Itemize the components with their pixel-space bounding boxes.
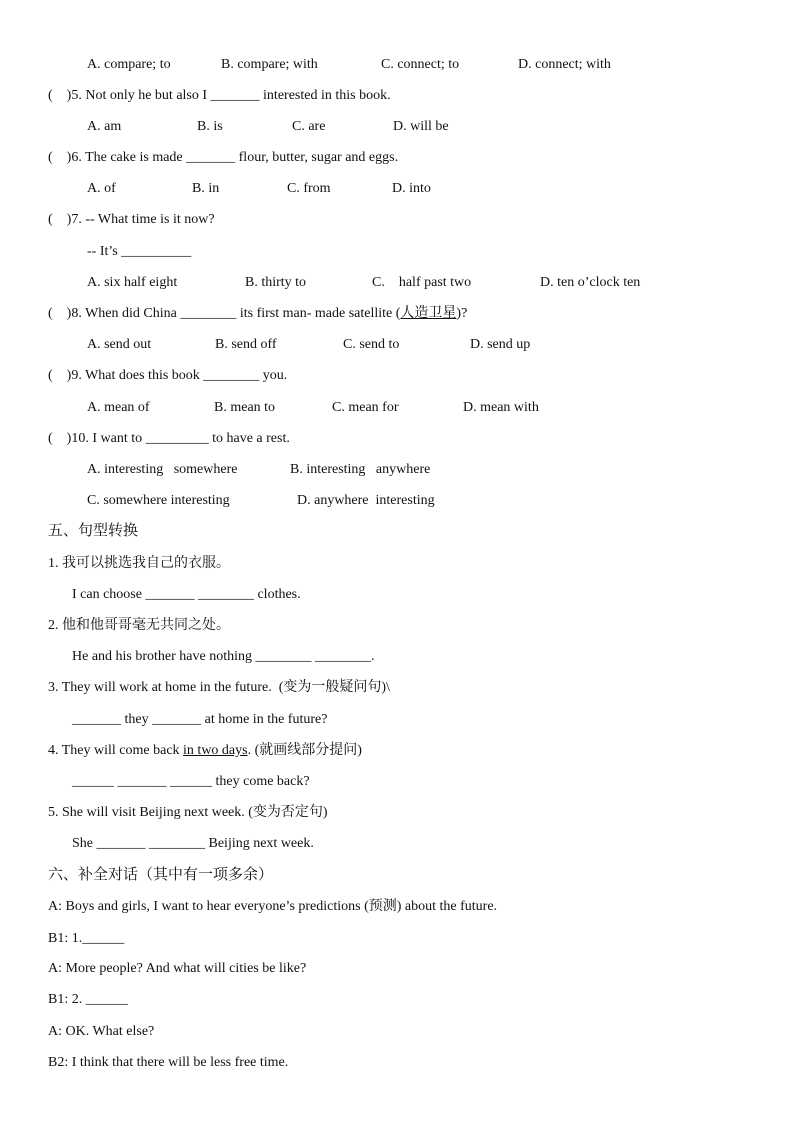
q6-number: ( )6. xyxy=(48,150,82,165)
q8-question xyxy=(48,305,467,323)
sec5-item-4-post: . (就画线部分提问) xyxy=(247,743,362,758)
q5-option-d: D. will be xyxy=(393,119,449,134)
sec5-item-4-underlined: in two days xyxy=(183,743,248,758)
q8-text-pre: When did China ________ its first man- made satellite ( xyxy=(85,306,401,321)
q10-question xyxy=(48,430,290,448)
q7-question xyxy=(48,211,215,229)
q6-option-b: B. in xyxy=(192,181,220,196)
q8-option-d: D. send up xyxy=(470,337,531,352)
section-5-title: 五、句型转换 xyxy=(48,523,139,539)
dialogue-line-6: B2: I think that there will be less free time. xyxy=(48,1055,289,1070)
sec5-item-4-prompt xyxy=(48,742,362,760)
q5-option-b: B. is xyxy=(197,119,223,134)
sec5-item-1-english: I can choose _______ ________ clothes. xyxy=(72,587,301,602)
q4-option-d: D. connect; with xyxy=(518,57,611,72)
q7-option-b: B. thirty to xyxy=(245,275,307,290)
q9-text: What does this book ________ you. xyxy=(85,368,288,383)
q4-option-a: A. compare; to xyxy=(87,57,171,72)
q9-question xyxy=(48,367,287,385)
q6-text: The cake is made _______ flour, butter, sugar and eggs. xyxy=(85,150,399,165)
q7-answer-line: -- It’s __________ xyxy=(87,244,192,259)
q8-text-underlined: 人造卫星 xyxy=(400,306,457,321)
q6-question xyxy=(48,149,398,167)
q7-text: -- What time is it now? xyxy=(85,212,215,227)
q9-option-d: D. mean with xyxy=(463,400,539,415)
q5-question xyxy=(48,87,391,105)
sec5-item-4-english: ______ _______ ______ they come back? xyxy=(72,774,310,789)
q4-option-c: C. connect; to xyxy=(381,57,460,72)
q10-option-b: B. interesting anywhere xyxy=(290,462,431,477)
q7-option-c: C. half past two xyxy=(372,275,472,290)
q9-number: ( )9. xyxy=(48,368,82,383)
q5-number: ( )5. xyxy=(48,88,82,103)
dialogue-line-4: B1: 2. ______ xyxy=(48,992,128,1007)
q5-option-a: A. am xyxy=(87,119,122,134)
q8-option-c: C. send to xyxy=(343,337,400,352)
q6-option-c: C. from xyxy=(287,181,331,196)
sec5-item-2-english: He and his brother have nothing ________ ________. xyxy=(72,649,375,664)
sec5-item-5-english: She _______ ________ Beijing next week. xyxy=(72,836,314,851)
sec5-item-3-english: _______ they _______ at home in the future? xyxy=(72,712,328,727)
q9-option-b: B. mean to xyxy=(214,400,276,415)
q6-option-d: D. into xyxy=(392,181,431,196)
section-6-title: 六、补全对话（其中有一项多余） xyxy=(48,867,274,883)
q5-text: Not only he but also I _______ interested in this book. xyxy=(85,88,391,103)
dialogue-line-1: A: Boys and girls, I want to hear everyone’s predictions (预测) about the future. xyxy=(48,899,498,914)
q4-option-b: B. compare; with xyxy=(221,57,318,72)
q7-option-d: D. ten o’clock ten xyxy=(540,275,641,290)
q10-option-d: D. anywhere interesting xyxy=(297,493,435,508)
sec5-item-2-chinese: 2. 他和他哥哥毫无共同之处。 xyxy=(48,618,230,633)
sec5-item-4-pre: 4. They will come back xyxy=(48,743,184,758)
q8-number: ( )8. xyxy=(48,306,82,321)
q7-option-a: A. six half eight xyxy=(87,275,178,290)
sec5-item-1-chinese: 1. 我可以挑选我自己的衣服。 xyxy=(48,556,230,571)
q7-number: ( )7. xyxy=(48,212,82,227)
q6-option-a: A. of xyxy=(87,181,116,196)
dialogue-line-2: B1: 1.______ xyxy=(48,931,125,946)
q5-option-c: C. are xyxy=(292,119,326,134)
dialogue-line-3: A: More people? And what will cities be like? xyxy=(48,961,307,976)
q9-option-a: A. mean of xyxy=(87,400,150,415)
q10-option-a: A. interesting somewhere xyxy=(87,462,238,477)
sec5-item-3-prompt: 3. They will work at home in the future. (变为一般疑问句)\ xyxy=(48,680,390,695)
q8-text-post: )? xyxy=(456,306,468,321)
q10-number: ( )10. xyxy=(48,431,89,446)
sec5-item-5-prompt: 5. She will visit Beijing next week. (变为否定句) xyxy=(48,805,328,820)
dialogue-line-5: A: OK. What else? xyxy=(48,1024,155,1039)
q10-option-c: C. somewhere interesting xyxy=(87,493,230,508)
q8-option-b: B. send off xyxy=(215,337,277,352)
q9-option-c: C. mean for xyxy=(332,400,399,415)
q10-text: I want to _________ to have a rest. xyxy=(92,431,290,446)
q8-option-a: A. send out xyxy=(87,337,152,352)
